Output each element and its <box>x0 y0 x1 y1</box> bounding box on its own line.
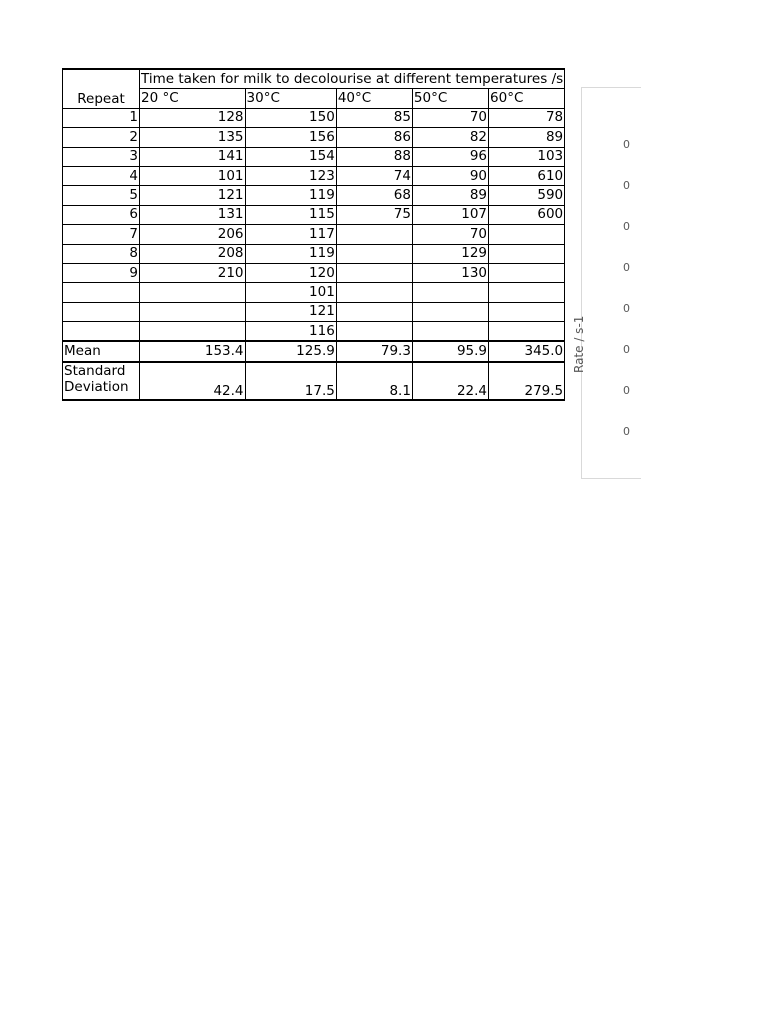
time-cell-30c[interactable]: 116 <box>245 322 336 342</box>
time-cell-30c[interactable]: 150 <box>245 108 336 127</box>
mean-cell-40c[interactable]: 79.3 <box>336 341 412 361</box>
y-tick-label: 0 <box>623 261 630 274</box>
table-row <box>63 108 565 127</box>
table-row <box>63 322 565 342</box>
time-cell-30c[interactable]: 120 <box>245 263 336 282</box>
y-tick-label: 0 <box>623 302 630 315</box>
time-cell-20c[interactable]: 208 <box>140 244 246 263</box>
time-cell-20c[interactable]: 135 <box>140 128 246 147</box>
time-cell-60c[interactable]: 590 <box>489 186 565 205</box>
col-header-60c[interactable]: 60°C <box>489 89 565 108</box>
time-cell-50c[interactable]: 89 <box>412 186 488 205</box>
time-cell-20c[interactable]: 141 <box>140 147 246 166</box>
time-cell-30c[interactable]: 123 <box>245 166 336 185</box>
standard-deviation-row <box>63 362 565 400</box>
table-row <box>63 205 565 224</box>
repeat-number-cell[interactable]: 2 <box>63 128 140 147</box>
time-cell-30c[interactable]: 115 <box>245 205 336 224</box>
time-cell-30c[interactable]: 121 <box>245 302 336 321</box>
time-cell-40c[interactable] <box>336 225 412 244</box>
table-row <box>63 128 565 147</box>
time-cell-20c[interactable]: 206 <box>140 225 246 244</box>
time-cell-60c[interactable] <box>489 244 565 263</box>
y-tick-label: 0 <box>623 138 630 151</box>
time-cell-50c[interactable]: 70 <box>412 225 488 244</box>
time-cell-60c[interactable]: 610 <box>489 166 565 185</box>
repeat-number-cell[interactable]: 5 <box>63 186 140 205</box>
standard-deviation-cell-20c[interactable]: 42.4 <box>140 362 246 400</box>
time-cell-30c[interactable]: 119 <box>245 244 336 263</box>
y-tick-label: 0 <box>623 425 630 438</box>
time-cell-30c[interactable]: 101 <box>245 283 336 302</box>
time-cell-40c[interactable]: 74 <box>336 166 412 185</box>
table-row <box>63 244 565 263</box>
time-cell-60c[interactable]: 103 <box>489 147 565 166</box>
col-header-30c[interactable]: 30°C <box>245 89 336 108</box>
y-tick-label: 0 <box>623 384 630 397</box>
table-row <box>63 186 565 205</box>
repeat-number-cell[interactable]: 1 <box>63 108 140 127</box>
time-cell-60c[interactable]: 78 <box>489 108 565 127</box>
y-tick-label: 0 <box>623 179 630 192</box>
time-cell-60c[interactable]: 600 <box>489 205 565 224</box>
table-row <box>63 283 565 302</box>
repeat-number-cell[interactable] <box>63 302 140 321</box>
time-cell-50c[interactable] <box>412 322 488 342</box>
time-cell-60c[interactable] <box>489 322 565 342</box>
mean-cell-30c[interactable]: 125.9 <box>245 341 336 361</box>
results-table <box>62 68 565 401</box>
time-cell-40c[interactable] <box>336 283 412 302</box>
repeat-number-cell[interactable]: 6 <box>63 205 140 224</box>
y-tick-label: 0 <box>623 220 630 233</box>
table-row <box>63 147 565 166</box>
repeat-number-cell[interactable]: 3 <box>63 147 140 166</box>
time-cell-30c[interactable]: 119 <box>245 186 336 205</box>
table-row <box>63 166 565 185</box>
standard-deviation-cell-60c[interactable]: 279.5 <box>489 362 565 400</box>
mean-cell-20c[interactable]: 153.4 <box>140 341 246 361</box>
table-row <box>63 225 565 244</box>
time-cell-60c[interactable] <box>489 302 565 321</box>
time-cell-50c[interactable]: 96 <box>412 147 488 166</box>
repeat-number-cell[interactable]: 4 <box>63 166 140 185</box>
time-cell-60c[interactable] <box>489 283 565 302</box>
time-cell-20c[interactable] <box>140 283 246 302</box>
time-cell-60c[interactable] <box>489 263 565 282</box>
time-cell-50c[interactable]: 107 <box>412 205 488 224</box>
time-cell-20c[interactable]: 121 <box>140 186 246 205</box>
time-cell-50c[interactable]: 70 <box>412 108 488 127</box>
table-title[interactable]: Time taken for milk to decolourise at different temperatures /s <box>140 69 565 89</box>
mean-row <box>63 341 565 361</box>
standard-deviation-cell-50c[interactable]: 22.4 <box>412 362 488 400</box>
time-cell-50c[interactable]: 129 <box>412 244 488 263</box>
repeat-number-cell[interactable]: 9 <box>63 263 140 282</box>
time-cell-40c[interactable] <box>336 244 412 263</box>
time-cell-30c[interactable]: 156 <box>245 128 336 147</box>
time-cell-60c[interactable] <box>489 225 565 244</box>
col-header-40c[interactable]: 40°C <box>336 89 412 108</box>
mean-cell-60c[interactable]: 345.0 <box>489 341 565 361</box>
repeat-header[interactable]: Repeat <box>63 69 140 108</box>
time-cell-50c[interactable] <box>412 283 488 302</box>
time-cell-30c[interactable]: 154 <box>245 147 336 166</box>
time-cell-60c[interactable]: 89 <box>489 128 565 147</box>
time-cell-20c[interactable]: 101 <box>140 166 246 185</box>
time-cell-40c[interactable]: 68 <box>336 186 412 205</box>
time-cell-20c[interactable]: 128 <box>140 108 246 127</box>
standard-deviation-cell-30c[interactable]: 17.5 <box>245 362 336 400</box>
y-tick-label: 0 <box>623 343 630 356</box>
standard-deviation-label[interactable]: Standard Deviation <box>63 362 140 400</box>
table-row <box>63 302 565 321</box>
time-cell-40c[interactable] <box>336 302 412 321</box>
standard-deviation-cell-40c[interactable]: 8.1 <box>336 362 412 400</box>
repeat-number-cell[interactable] <box>63 322 140 342</box>
time-cell-50c[interactable]: 90 <box>412 166 488 185</box>
chart-panel[interactable] <box>572 87 641 479</box>
time-cell-30c[interactable]: 117 <box>245 225 336 244</box>
table-row <box>63 263 565 282</box>
time-cell-40c[interactable]: 86 <box>336 128 412 147</box>
time-cell-20c[interactable]: 131 <box>140 205 246 224</box>
time-cell-40c[interactable]: 88 <box>336 147 412 166</box>
header-row <box>63 69 565 89</box>
y-axis-title: Rate / s-1 <box>572 315 586 373</box>
time-cell-20c[interactable] <box>140 302 246 321</box>
time-cell-50c[interactable]: 82 <box>412 128 488 147</box>
col-header-20c[interactable]: 20 °C <box>140 89 246 108</box>
time-cell-50c[interactable] <box>412 302 488 321</box>
mean-cell-50c[interactable]: 95.9 <box>412 341 488 361</box>
repeat-number-cell[interactable]: 8 <box>63 244 140 263</box>
repeat-number-cell[interactable]: 7 <box>63 225 140 244</box>
repeat-number-cell[interactable] <box>63 283 140 302</box>
time-cell-20c[interactable]: 210 <box>140 263 246 282</box>
time-cell-50c[interactable]: 130 <box>412 263 488 282</box>
time-cell-40c[interactable]: 85 <box>336 108 412 127</box>
time-cell-40c[interactable] <box>336 322 412 342</box>
time-cell-40c[interactable] <box>336 263 412 282</box>
col-header-50c[interactable]: 50°C <box>412 89 488 108</box>
time-cell-20c[interactable] <box>140 322 246 342</box>
time-cell-40c[interactable]: 75 <box>336 205 412 224</box>
mean-label[interactable]: Mean <box>63 341 140 361</box>
